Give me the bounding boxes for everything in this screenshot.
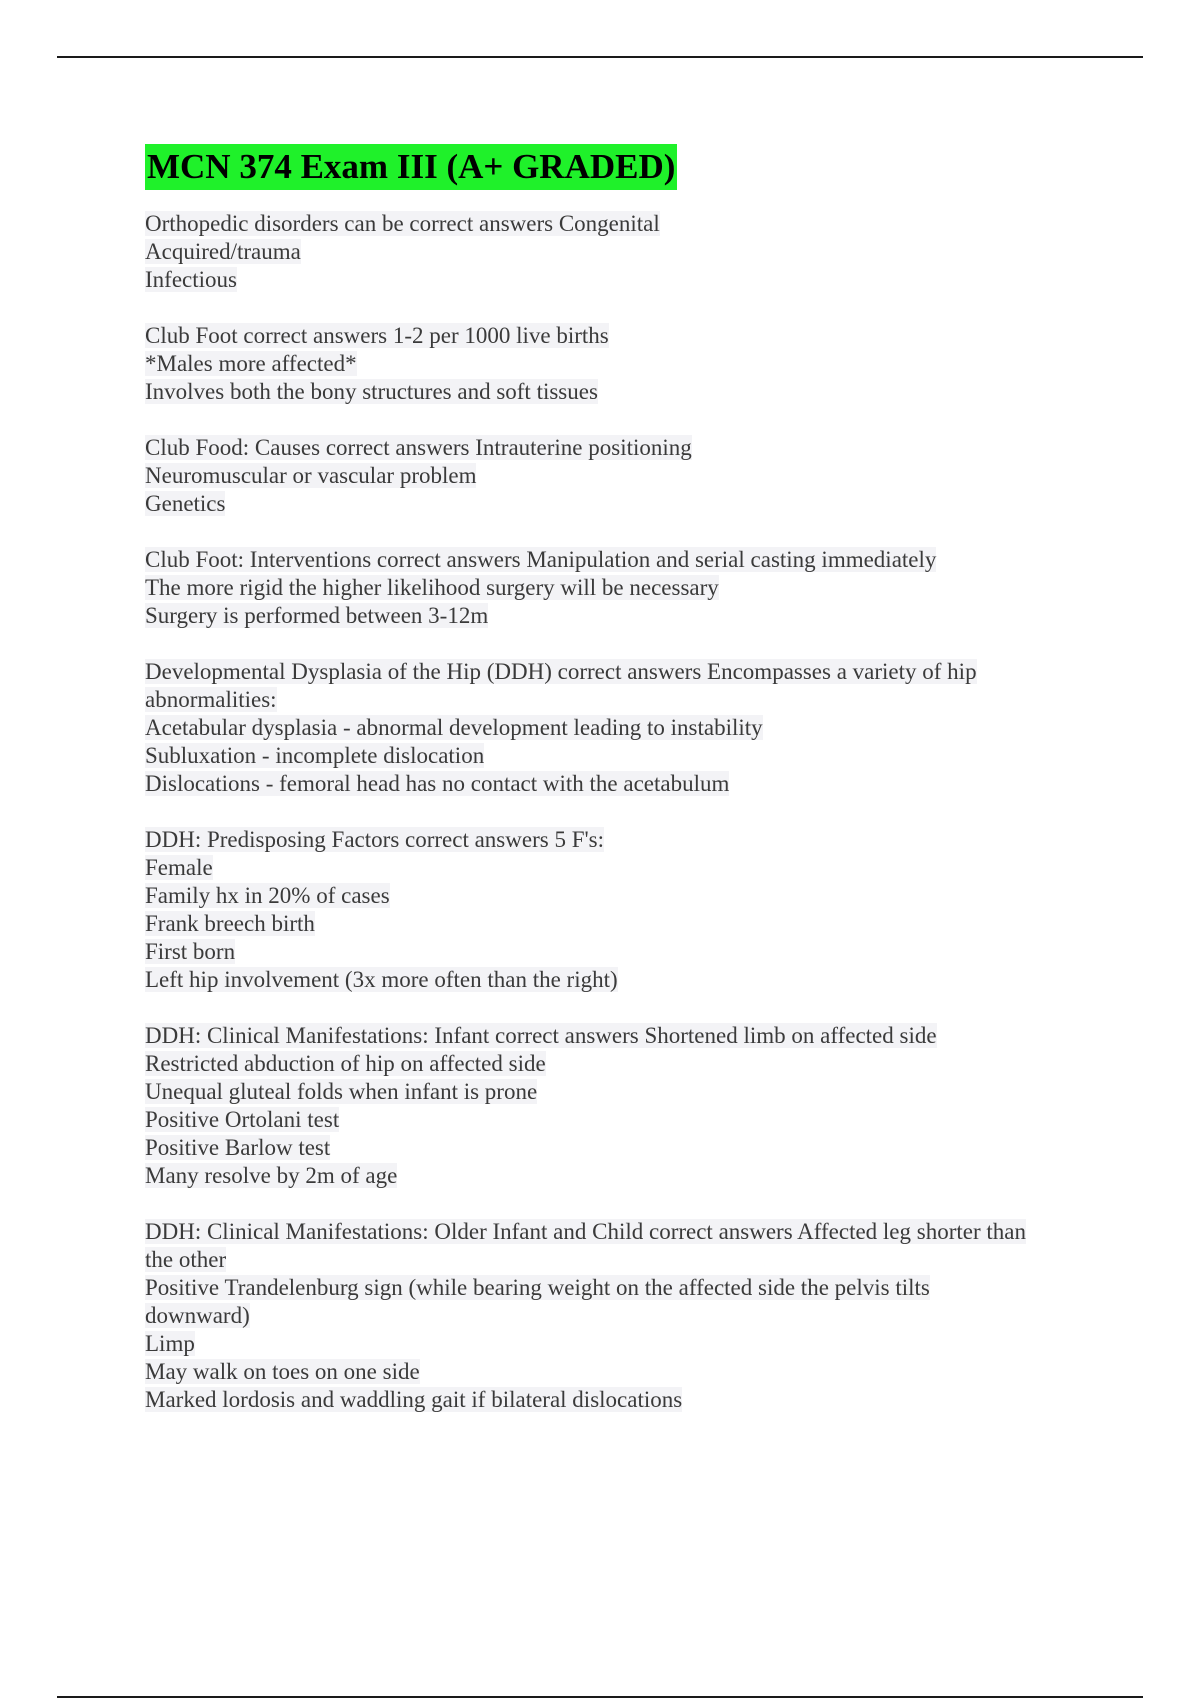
qa-line-text: Limp [145,1331,195,1356]
qa-line-text: Female [145,855,213,880]
qa-line-text: Club Foot: Interventions correct answers Manipulation and serial casting immediately [145,547,937,572]
document-body [145,144,1095,1442]
top-rule [57,56,1143,58]
qa-line-text: Involves both the bony structures and soft tissues [145,379,598,404]
qa-line [145,266,1095,294]
qa-line-text: DDH: Predisposing Factors correct answers 5 F's: [145,827,604,852]
qa-line [145,574,1095,602]
qa-line [145,378,1095,406]
qa-line-text: Dislocations - femoral head has no contact with the acetabulum [145,771,730,796]
qa-block [145,434,1095,518]
qa-line-text: abnormalities: [145,687,277,712]
qa-line [145,1330,1095,1358]
qa-line [145,490,1095,518]
qa-line-text: Acquired/trauma [145,239,301,264]
qa-line [145,546,1095,574]
qa-line [145,742,1095,770]
qa-line [145,826,1095,854]
qa-line [145,210,1095,238]
qa-line [145,1358,1095,1386]
qa-line [145,910,1095,938]
qa-line-text: Many resolve by 2m of age [145,1163,398,1188]
qa-line [145,322,1095,350]
qa-line-text: Subluxation - incomplete dislocation [145,743,485,768]
qa-line-text: DDH: Clinical Manifestations: Infant correct answers Shortened limb on affected side [145,1023,937,1048]
qa-line-text: Developmental Dysplasia of the Hip (DDH) correct answers Encompasses a variety of hip [145,659,977,684]
qa-line [145,1022,1095,1050]
qa-line-text: Surgery is performed between 3-12m [145,603,489,628]
qa-line-text: Acetabular dysplasia - abnormal development leading to instability [145,715,763,740]
bottom-rule [57,1696,1143,1698]
qa-list [145,210,1095,1414]
qa-line-text: Marked lordosis and waddling gait if bilateral dislocations [145,1387,683,1412]
qa-line-text: Infectious [145,267,237,292]
qa-line-text: DDH: Clinical Manifestations: Older Infant and Child correct answers Affected leg shorter than [145,1219,1026,1244]
qa-line-text: Restricted abduction of hip on affected side [145,1051,546,1076]
qa-line-text: Left hip involvement (3x more often than the right) [145,967,618,992]
qa-line-text: Positive Barlow test [145,1135,331,1160]
qa-line-text: Club Foot correct answers 1-2 per 1000 live births [145,323,609,348]
qa-line-text: Positive Ortolani test [145,1107,340,1132]
qa-block [145,1022,1095,1190]
qa-line-text: May walk on toes on one side [145,1359,420,1384]
qa-line-text: Orthopedic disorders can be correct answers Congenital [145,211,660,236]
qa-line [145,1106,1095,1134]
qa-block [145,658,1095,798]
qa-line-text: Neuromuscular or vascular problem [145,463,477,488]
qa-line [145,770,1095,798]
qa-line [145,1134,1095,1162]
qa-line [145,1078,1095,1106]
qa-line [145,966,1095,994]
qa-line-text: Unequal gluteal folds when infant is prone [145,1079,538,1104]
qa-line-text: downward) [145,1303,250,1328]
qa-line-text: the other [145,1247,227,1272]
qa-line [145,350,1095,378]
qa-line [145,1274,1095,1302]
qa-line [145,882,1095,910]
qa-line [145,714,1095,742]
qa-line [145,1050,1095,1078]
qa-line-text: Club Food: Causes correct answers Intrauterine positioning [145,435,692,460]
qa-line [145,462,1095,490]
qa-block [145,322,1095,406]
qa-line [145,1162,1095,1190]
qa-block [145,546,1095,630]
qa-line [145,938,1095,966]
qa-line-text: Family hx in 20% of cases [145,883,390,908]
qa-block [145,826,1095,994]
qa-block [145,210,1095,294]
qa-line [145,434,1095,462]
qa-line-text: Genetics [145,491,226,516]
qa-line-text: The more rigid the higher likelihood surgery will be necessary [145,575,719,600]
qa-line-text: First born [145,939,236,964]
qa-line [145,602,1095,630]
qa-line [145,1302,1095,1330]
document-title: MCN 374 Exam III (A+ GRADED) [145,144,677,190]
qa-line [145,686,1095,714]
qa-line [145,1218,1095,1246]
qa-line-text: Positive Trandelenburg sign (while bearing weight on the affected side the pelvis tilts [145,1275,930,1300]
qa-line [145,1386,1095,1414]
qa-line [145,1246,1095,1274]
qa-line-text: Frank breech birth [145,911,315,936]
qa-line [145,854,1095,882]
qa-line [145,238,1095,266]
qa-line [145,658,1095,686]
qa-line-text: *Males more affected* [145,351,357,376]
qa-block [145,1218,1095,1414]
